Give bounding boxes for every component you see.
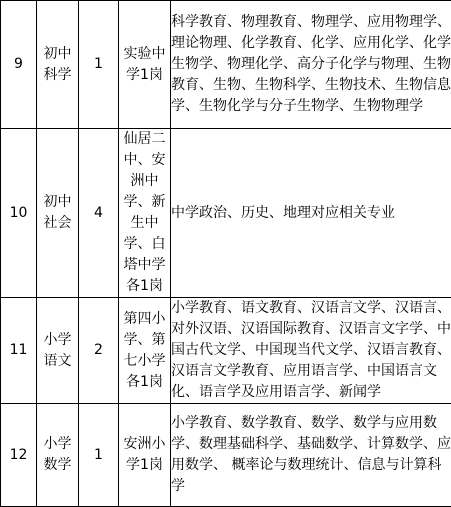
majors-text: 小学教育、语文教育、汉语言文学、汉语言、对外汉语、汉语国际教育、汉语言文字学、中国古代文学、中国现当代文学、汉语言教育、汉语言文学教育、应用语言学、中国语言文化、语言学及应用语言学、新闻学 [171, 298, 451, 403]
subject-text: 小学数学 [37, 434, 78, 476]
count-text: 1 [79, 54, 118, 75]
row-number: 11 [1, 340, 36, 361]
count-cell [79, 298, 119, 404]
count-cell [79, 129, 119, 298]
subject-cell [37, 298, 79, 404]
row-number-cell [1, 129, 37, 298]
subject-text: 初中社会 [37, 192, 78, 234]
count-text: 4 [79, 203, 118, 224]
count-text: 2 [79, 340, 118, 361]
subject-text: 小学语文 [37, 330, 78, 372]
row-number-cell [1, 298, 37, 404]
unit-cell [119, 404, 171, 507]
majors-cell [171, 404, 451, 507]
unit-text: 实验中学1岗 [119, 44, 170, 86]
row-number-cell [1, 1, 37, 129]
unit-cell [119, 1, 171, 129]
majors-text: 小学教育、数学教育、数学、数学与应用数学、数理基础科学、基础数学、计算数学、应用数学、 概率论与数理统计、信息与计算科学 [171, 413, 451, 497]
majors-cell [171, 1, 451, 129]
table-row [1, 129, 451, 298]
majors-text: 科学教育、物理教育、物理学、应用物理学、理论物理、化学教育、化学、应用化学、化学生物学、物理化学、高分子化学与物理、生物教育、生物、生物科学、生物技术、生物信息学、生物化学与分子生物学、生物物理学 [171, 12, 451, 117]
table-row [1, 298, 451, 404]
table-row [1, 1, 451, 129]
table-row [1, 404, 451, 507]
unit-text: 安洲小学1岗 [119, 434, 170, 476]
count-cell [79, 404, 119, 507]
row-number: 9 [1, 54, 36, 75]
unit-text: 第四小学、第七小学各1岗 [119, 309, 170, 393]
row-number: 12 [1, 445, 36, 466]
majors-cell [171, 129, 451, 298]
majors-cell [171, 298, 451, 404]
row-number-cell [1, 404, 37, 507]
unit-cell [119, 298, 171, 404]
subject-cell [37, 404, 79, 507]
subject-text: 初中科学 [37, 44, 78, 86]
row-number: 10 [1, 203, 36, 224]
unit-cell [119, 129, 171, 298]
unit-text: 仙居二中、安洲中学、新生中学、白塔中学各1岗 [119, 129, 170, 297]
count-cell [79, 1, 119, 129]
count-text: 1 [79, 445, 118, 466]
majors-text: 中学政治、历史、地理对应相关专业 [171, 203, 451, 224]
subject-cell [37, 129, 79, 298]
subject-cell [37, 1, 79, 129]
